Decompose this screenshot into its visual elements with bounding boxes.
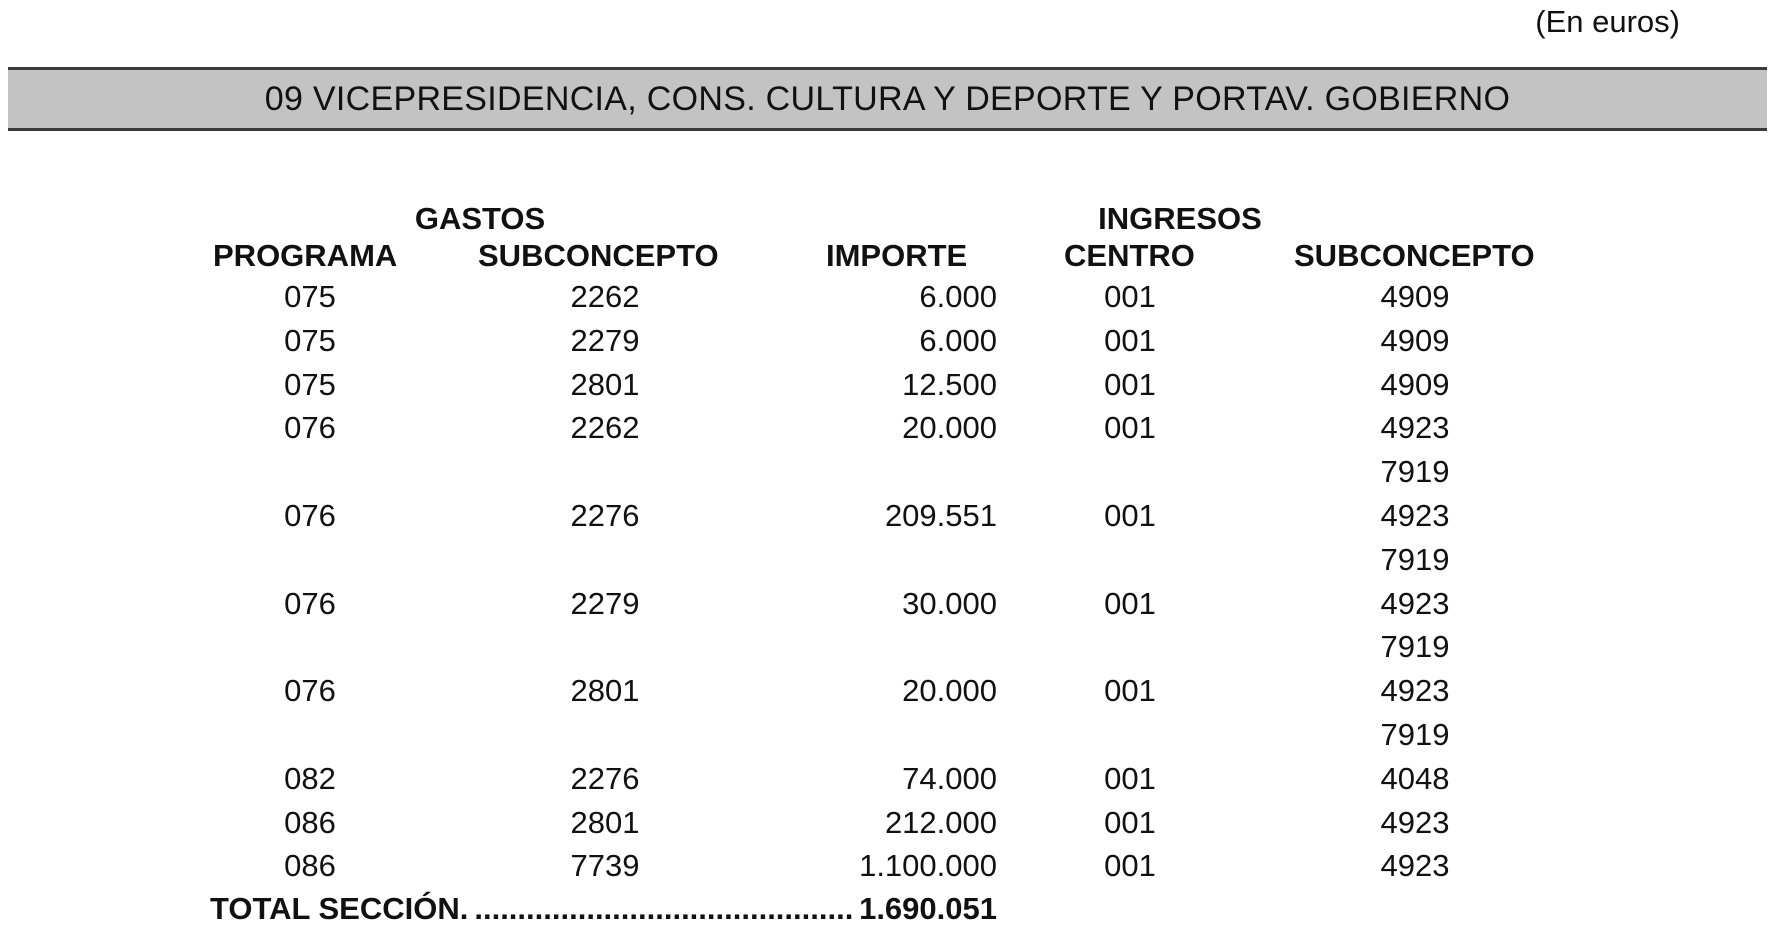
cell-subconcepto: 2262	[570, 279, 640, 314]
table-row	[0, 275, 1773, 319]
cell-ingreso-subconcepto: 4923	[1380, 848, 1450, 884]
cell-centro: 001	[1104, 497, 1156, 533]
cell-programa: 086	[284, 804, 336, 840]
cell-centro: 001	[1104, 279, 1156, 314]
cell-programa: 086	[284, 848, 336, 884]
table-row	[0, 713, 1773, 757]
cell-centro: 001	[1104, 848, 1156, 884]
cell-centro: 001	[1104, 366, 1156, 402]
cell-importe: 209.551	[884, 497, 997, 533]
cell-importe: 12.500	[902, 366, 997, 402]
group-header-gastos: GASTOS	[414, 201, 546, 236]
total-row	[210, 890, 997, 928]
cell-ingreso-subconcepto: 7919	[1380, 629, 1450, 665]
table-row	[0, 406, 1773, 450]
cell-programa: 082	[284, 760, 336, 796]
table-row	[0, 757, 1773, 801]
cell-subconcepto: 2801	[570, 673, 640, 709]
cell-subconcepto: 2262	[570, 410, 640, 446]
cell-centro: 001	[1104, 585, 1156, 621]
cell-centro: 001	[1104, 410, 1156, 446]
cell-ingreso-subconcepto: 4048	[1380, 760, 1450, 796]
cell-subconcepto: 2801	[570, 804, 640, 840]
cell-importe: 6.000	[919, 279, 997, 314]
cell-centro: 001	[1104, 760, 1156, 796]
cell-subconcepto: 2279	[570, 322, 640, 358]
cell-centro: 001	[1104, 804, 1156, 840]
cell-importe: 6.000	[919, 322, 997, 358]
table-row	[0, 669, 1773, 713]
cell-subconcepto: 2276	[570, 760, 640, 796]
cell-subconcepto: 2279	[570, 585, 640, 621]
cell-subconcepto: 7739	[570, 848, 640, 884]
cell-programa: 076	[284, 410, 336, 446]
cell-programa: 075	[284, 366, 336, 402]
column-header-importe: IMPORTE	[826, 238, 968, 273]
cell-ingreso-subconcepto: 4923	[1380, 410, 1450, 446]
cell-ingreso-subconcepto: 4923	[1380, 497, 1450, 533]
column-header-subconcepto-ingresos: SUBCONCEPTO	[1294, 238, 1535, 273]
total-label: TOTAL SECCIÓN.	[210, 891, 469, 926]
group-header-ingresos: INGRESOS	[1098, 201, 1262, 236]
cell-ingreso-subconcepto: 4923	[1380, 673, 1450, 709]
cell-ingreso-subconcepto: 4923	[1380, 804, 1450, 840]
cell-importe: 20.000	[902, 410, 997, 446]
cell-ingreso-subconcepto: 4923	[1380, 585, 1450, 621]
cell-importe: 74.000	[902, 760, 997, 796]
cell-ingreso-subconcepto: 7919	[1380, 454, 1450, 490]
column-header-subconcepto-gastos: SUBCONCEPTO	[478, 238, 719, 273]
cell-ingreso-subconcepto: 4909	[1380, 322, 1450, 358]
total-value: 1.690.051	[859, 891, 997, 926]
unit-note: (En euros)	[1535, 4, 1680, 39]
column-header-centro: CENTRO	[1064, 238, 1195, 273]
cell-importe: 30.000	[902, 585, 997, 621]
cell-programa: 076	[284, 497, 336, 533]
cell-importe: 212.000	[884, 804, 997, 840]
cell-programa: 076	[284, 585, 336, 621]
cell-programa: 075	[284, 279, 336, 314]
table-row	[0, 363, 1773, 407]
dot-leader	[474, 890, 853, 928]
cell-programa: 075	[284, 322, 336, 358]
cell-importe: 20.000	[902, 673, 997, 709]
cell-centro: 001	[1104, 322, 1156, 358]
cell-ingreso-subconcepto: 4909	[1380, 279, 1450, 314]
table-row	[0, 801, 1773, 845]
table-row	[0, 450, 1773, 494]
column-header-programa: PROGRAMA	[213, 238, 398, 273]
cell-subconcepto: 2801	[570, 366, 640, 402]
table-row	[0, 319, 1773, 363]
cell-centro: 001	[1104, 673, 1156, 709]
section-title: 09 VICEPRESIDENCIA, CONS. CULTURA Y DEPORTE Y PORTAV. GOBIERNO	[264, 79, 1511, 118]
cell-ingreso-subconcepto: 4909	[1380, 366, 1450, 402]
table-row	[0, 538, 1773, 582]
table-row	[0, 844, 1773, 888]
table-row	[0, 625, 1773, 669]
cell-programa: 076	[284, 673, 336, 709]
table-row	[0, 582, 1773, 626]
cell-importe: 1.100.000	[859, 848, 997, 884]
cell-ingreso-subconcepto: 7919	[1380, 541, 1450, 577]
data-table	[0, 275, 1773, 888]
table-row	[0, 494, 1773, 538]
cell-ingreso-subconcepto: 7919	[1380, 716, 1450, 752]
cell-subconcepto: 2276	[570, 497, 640, 533]
section-banner	[8, 67, 1767, 131]
